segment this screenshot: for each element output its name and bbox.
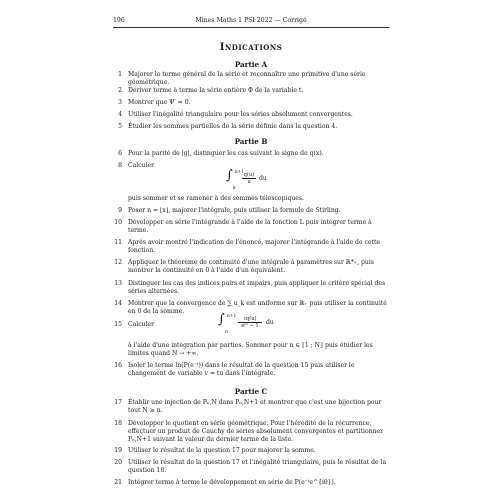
item-text: Montrer que Ψ′ = 0. [128, 99, 191, 106]
item-text: Pour la parité de |g|, distinguer les cas suivant le signe de q(x). [128, 150, 324, 157]
page-title: Mines Maths 1 PSI 2022 — Corrigé [195, 17, 307, 24]
item-text: Développer en série l'intégrande à l'aide de la fonction L puis intégrer terme à terme. [128, 219, 372, 235]
integral-lower-bound: n [225, 330, 228, 335]
item-number: 10 [114, 219, 122, 226]
integral-upper-bound: n+1 [227, 314, 237, 319]
item-number: 9 [118, 207, 122, 214]
item-number: 19 [114, 447, 122, 454]
item-number: 16 [114, 362, 122, 369]
part-a-heading: Partie A [234, 60, 268, 69]
list-item [113, 71, 389, 87]
fraction-numerator: ℓq(u) [243, 316, 257, 322]
item-text: Après avoir montré l'indication de l'énoncé, majorer l'intégrande à l'aide de cette fonction. [128, 239, 381, 255]
page-number: 196 [113, 17, 125, 24]
item-continuation: puis sommer et se ramener à des sommes télescopiques. [128, 195, 304, 202]
item-number: 14 [114, 300, 122, 307]
item-text: Calculer [128, 321, 155, 328]
item-number: 15 [114, 321, 122, 328]
integral-formula-8 [226, 168, 276, 194]
item-text: Appliquer le théorème de continuité d'une intégrale à paramètres sur ℝ*₊, puis montrer la continuité en 0 à l'aide d'un équivalent. [128, 259, 374, 275]
item-text: Distinguer les cas des indices pairs et impairs, puis appliquer le critère spécial des séries alternées. [128, 280, 386, 296]
item-text: Isoler le terme ln(P(e⁻ᵗ)) dans le résultat de la question 15 puis utiliser le changement de variable v = tu dans l'intégrale. [128, 362, 355, 378]
integral-upper-bound: k+1 [235, 170, 245, 175]
item-number: 11 [114, 239, 122, 246]
integral-sign: ∫ [218, 312, 225, 327]
item-number: 21 [114, 479, 122, 486]
fraction [238, 316, 262, 329]
item-number: 4 [118, 111, 122, 118]
item-text: Développer le quotient en série géométrique. Pour l'hérédité de la récurrence, effectuer un produit de Cauchy de séries absolument convergentes et partitionner Pₙ,N+1 suivant la valeur du dernier terme de la liste. [128, 420, 383, 444]
item-number: 17 [114, 399, 122, 406]
item-number: 5 [118, 123, 122, 130]
fraction [242, 172, 256, 185]
differential: du [259, 175, 267, 182]
integral-formula-15 [218, 312, 282, 338]
section-heading: Indications [219, 42, 283, 53]
item-text: Utiliser l'inégalité triangulaire pour les séries absolument convergentes. [128, 111, 353, 118]
item-number: 12 [114, 259, 122, 266]
item-continuation: à l'aide d'une intégration par parties. Sommer pour n ∈ ⟦1 ; N⟧ puis étudier les limites quand N → +∞. [128, 342, 373, 358]
item-text: Intégrer terme à terme le développement en série de P(e⁻ᵗe^{iθ}). [128, 479, 336, 486]
item-text: Utiliser le résultat de la question 17 pour majorer la somme. [128, 447, 316, 454]
differential: du [266, 319, 274, 326]
item-number: 8 [118, 162, 122, 169]
part-c-heading: Partie C [234, 387, 268, 396]
fraction-denominator: u [242, 178, 256, 185]
item-number: 1 [118, 71, 122, 78]
item-text: Établir une injection de Pₙ,N dans Pₙ,N+1 et montrer que c'est une bijection pour tout N ≥ n. [128, 399, 382, 415]
item-number: 2 [118, 87, 122, 94]
item-number: 18 [114, 420, 122, 427]
item-text: Poser n = ⌊x⌋, majorer l'intégrale, puis utiliser la formule de Stirling. [128, 207, 341, 214]
item-number: 3 [118, 99, 122, 106]
item-text: Étudier les sommes partielles de la série définie dans la question 4. [128, 123, 338, 130]
item-text: Utiliser le résultat de la question 17 et l'inégalité triangulaire, puis le résultat de la question 18. [128, 459, 387, 475]
item-number: 13 [114, 280, 122, 287]
part-b-heading: Partie B [234, 137, 268, 146]
header-rule [113, 27, 389, 28]
item-text: Calculer [128, 162, 155, 169]
integral-lower-bound: k [233, 186, 236, 191]
fraction-denominator: eᵗᵘ − 1 [238, 322, 262, 329]
integral-sign: ∫ [226, 168, 233, 183]
item-text: Majorer le terme général de la série et reconnaître une primitive d'une série géométrique. [128, 71, 366, 87]
item-text: Dériver terme à terme la série entière Φ de la variable t. [128, 87, 304, 94]
item-text: Montrer que la convergence de ∑ u_k est uniforme sur ℝ₊ puis utiliser la continuité en 0 de la somme. [128, 300, 387, 316]
item-number: 6 [118, 150, 122, 157]
fraction-numerator: q(u) [243, 172, 255, 178]
item-number: 20 [114, 459, 122, 466]
